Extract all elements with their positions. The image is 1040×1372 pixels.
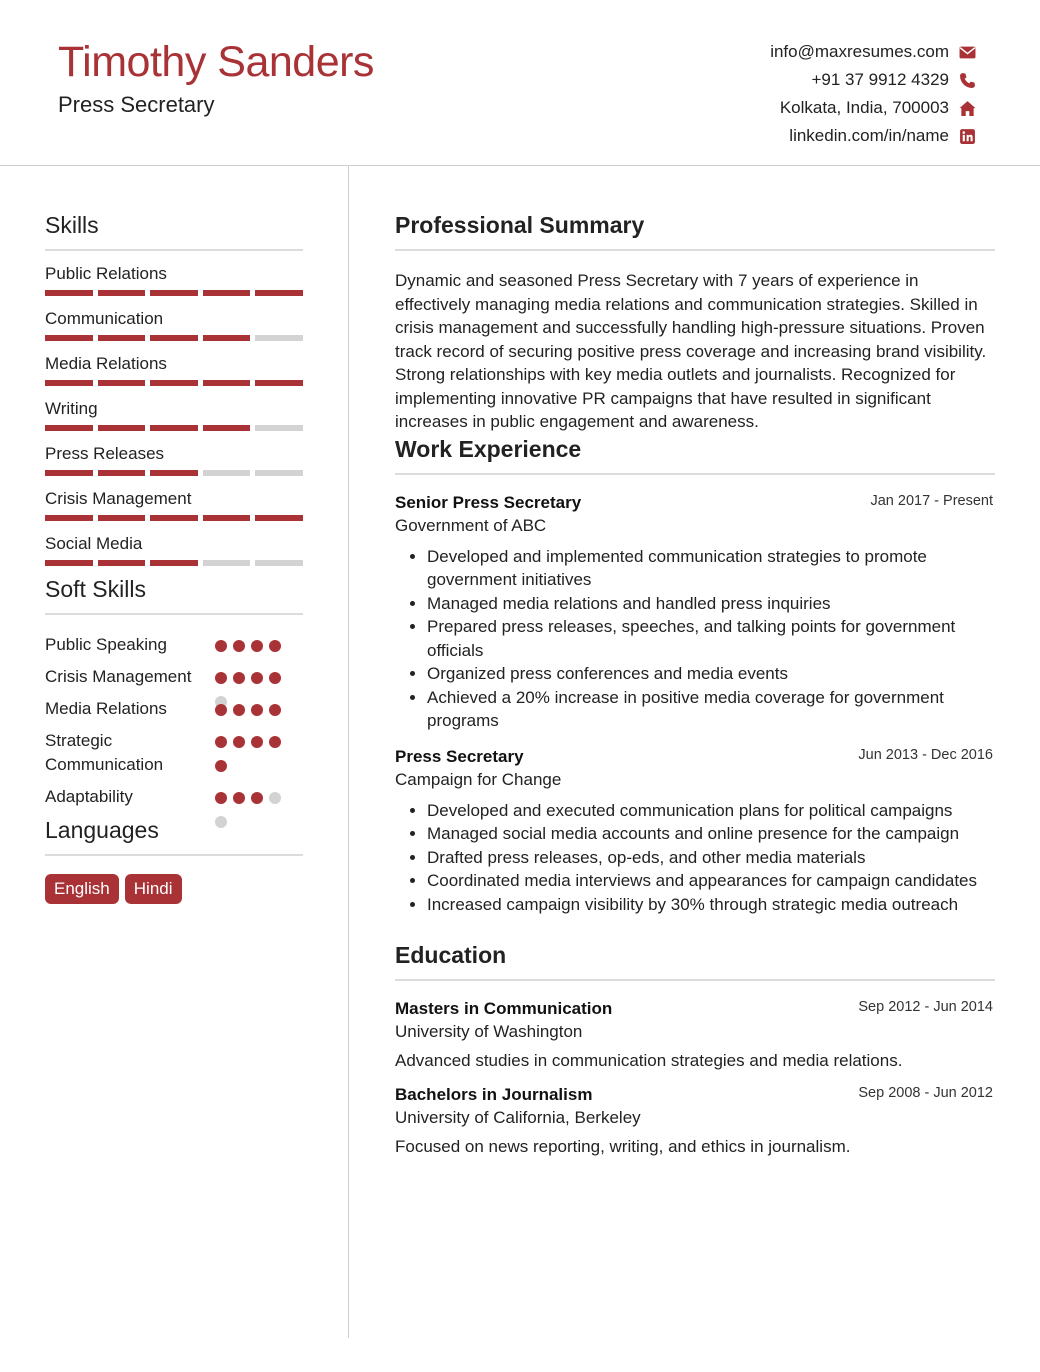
skill-bar-segment [203,470,251,476]
candidate-name: Timothy Sanders [58,38,374,86]
experience-list [395,493,995,917]
rating-dot [215,792,227,804]
rating-dot [251,736,263,748]
rating-dot [269,640,281,652]
job-bullet: • Managed social media accounts and online presence for the campaign [427,822,995,846]
skill-bar-segment [150,470,198,476]
rating-dot [233,640,245,652]
skill-bar-segment [98,425,146,431]
skill-bar-segment [45,515,93,521]
skill-item [45,443,303,476]
job-bullets [395,545,995,733]
skill-bar-segment [150,380,198,386]
skill-bar-segment [255,425,303,431]
skill-level-bar [45,290,303,296]
languages-heading: Languages [45,817,303,856]
skill-level-bar [45,470,303,476]
skill-label: Media Relations [45,354,167,373]
skill-bar-segment [255,560,303,566]
rating-dot [215,736,227,748]
education-list [395,999,995,1157]
home-icon [958,99,976,117]
skill-bar-segment [150,515,198,521]
soft-skill-label: Strategic Communication [45,731,164,774]
candidate-title: Press Secretary [58,92,215,117]
job-organization: Campaign for Change [395,769,562,789]
job-bullet: • Prepared press releases, speeches, and talking points for government officials [427,615,995,662]
education-date: Sep 2012 - Jun 2014 [858,999,993,1015]
skill-level-bar [45,380,303,386]
education-degree: Bachelors in Journalism [395,1085,593,1104]
rating-dot [215,704,227,716]
skills-list [45,263,303,566]
skill-level-bar [45,335,303,341]
language-badge: English [45,874,119,904]
skill-bar-segment [203,380,251,386]
contact-address [770,94,976,122]
skill-bar-segment [255,335,303,341]
rating-dot [269,704,281,716]
skill-bar-segment [255,380,303,386]
rating-dot [215,640,227,652]
education-description: Focused on news reporting, writing, and ethics in journalism. [395,1137,851,1156]
job-bullet: • Managed media relations and handled press inquiries [427,592,995,616]
soft-skills-heading: Soft Skills [45,576,303,615]
skill-bar-segment [98,335,146,341]
education-school: University of California, Berkeley [395,1108,641,1127]
rating-dot [251,792,263,804]
skill-item [45,488,303,521]
skill-item [45,533,303,566]
job-bullet: • Increased campaign visibility by 30% through strategic media outreach [427,893,995,917]
rating-dot [233,792,245,804]
contact-email-text[interactable]: info@maxresumes.com [770,42,949,61]
soft-skills-list [45,633,303,809]
skills-heading: Skills [45,212,303,251]
skill-item [45,353,303,386]
skill-label: Communication [45,309,164,328]
job-entry [395,493,995,733]
rating-dot [215,672,227,684]
skill-bar-segment [45,290,93,296]
skill-bar-segment [45,560,93,566]
skill-label: Social Media [45,534,143,553]
job-bullet: • Achieved a 20% increase in positive media coverage for government programs [427,686,995,733]
job-bullet: • Developed and implemented communication strategies to promote government initiatives [427,545,995,592]
education-heading: Education [395,942,995,981]
rating-dot [233,672,245,684]
languages-list [45,874,303,904]
soft-skill-label: Public Speaking [45,635,167,654]
summary-text: Dynamic and seasoned Press Secretary with 7 years of experience in effectively managing media relations and communication strategies. Skilled in crisis management and successfully handling high-pressure situations. Proven track record of securing positive press coverage and increasing brand visibility. Strong relationships with key media outlets and journalists. Recognized for implementing innovative PR campaigns that have resulted in significant increases in public engagement and awareness. [395,271,987,431]
skill-item [45,308,303,341]
skill-bar-segment [45,425,93,431]
skill-label: Writing [45,399,98,418]
contact-email[interactable] [770,38,976,66]
summary-heading: Professional Summary [395,212,995,251]
resume-header [0,0,1040,166]
job-bullet: • Organized press conferences and media events [427,662,995,686]
skill-bar-segment [45,380,93,386]
job-entry [395,747,995,917]
skill-bar-segment [45,335,93,341]
education-entry [395,999,995,1071]
soft-skill-item [45,665,303,689]
rating-dot [269,736,281,748]
job-bullet: • Drafted press releases, op-eds, and other media materials [427,846,995,870]
contact-linkedin[interactable] [770,122,976,150]
envelope-icon [958,43,976,61]
job-date: Jan 2017 - Present [870,492,993,509]
rating-dot [215,816,227,828]
education-description: Advanced studies in communication strategies and media relations. [395,1051,903,1070]
skill-bar-segment [203,335,251,341]
skill-bar-segment [98,290,146,296]
rating-dot [215,760,227,772]
soft-skill-item [45,633,303,657]
skill-bar-segment [150,290,198,296]
skill-bar-segment [98,515,146,521]
contact-list [770,38,976,150]
skill-label: Press Releases [45,444,165,463]
right-column [395,166,995,1157]
job-title: Senior Press Secretary [395,492,582,512]
education-date: Sep 2008 - Jun 2012 [858,1085,993,1101]
linkedin-icon [958,127,976,145]
soft-skill-item [45,697,303,721]
skill-label: Crisis Management [45,489,192,508]
soft-skill-label: Media Relations [45,699,167,718]
skill-level-bar [45,560,303,566]
rating-dot [233,704,245,716]
skill-item [45,398,303,431]
rating-dot [269,792,281,804]
contact-address-text: Kolkata, India, 700003 [779,98,949,117]
contact-phone[interactable] [770,66,976,94]
rating-dot [251,704,263,716]
skill-bar-segment [203,290,251,296]
soft-skill-item [45,785,303,809]
education-degree: Masters in Communication [395,999,613,1018]
education-entry [395,1085,995,1157]
skill-level-bar [45,425,303,431]
skill-bar-segment [45,470,93,476]
language-badge: Hindi [125,874,182,904]
rating-dot [251,640,263,652]
job-bullet: • Coordinated media interviews and appearances for campaign candidates [427,869,995,893]
contact-phone-text[interactable]: +91 37 9912 4329 [811,70,949,89]
soft-skill-label: Crisis Management [45,667,192,686]
skill-bar-segment [98,470,146,476]
skill-bar-segment [98,560,146,566]
skill-level-bar [45,515,303,521]
contact-linkedin-text[interactable]: linkedin.com/in/name [789,126,949,145]
skill-bar-segment [203,560,251,566]
job-bullet: • Developed and executed communication plans for political campaigns [427,799,995,823]
job-title: Press Secretary [395,746,524,766]
phone-icon [958,71,976,89]
soft-skill-item [45,729,303,777]
rating-dot [233,736,245,748]
skill-bar-segment [203,425,251,431]
skill-bar-segment [203,515,251,521]
left-column [45,166,303,904]
job-date: Jun 2013 - Dec 2016 [858,746,993,763]
education-school: University of Washington [395,1022,583,1041]
rating-dot [269,672,281,684]
skill-bar-segment [150,335,198,341]
skill-bar-segment [150,560,198,566]
job-organization: Government of ABC [395,515,547,535]
skill-label: Public Relations [45,264,167,283]
rating-dot [251,672,263,684]
experience-heading: Work Experience [395,436,995,475]
skill-bar-segment [255,515,303,521]
skill-item [45,263,303,296]
skill-bar-segment [255,290,303,296]
skill-bar-segment [150,425,198,431]
job-bullets [395,799,995,917]
skill-bar-segment [255,470,303,476]
column-divider [348,166,349,1338]
skill-bar-segment [98,380,146,386]
soft-skill-label: Adaptability [45,787,133,806]
